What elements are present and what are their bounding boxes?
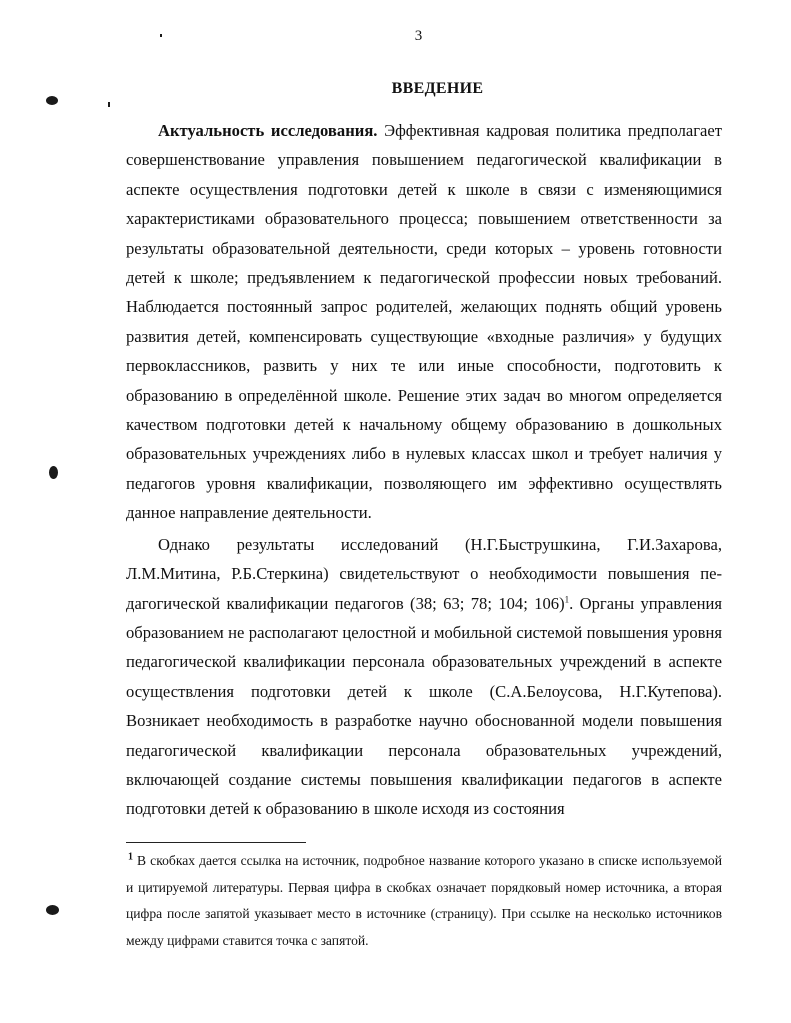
section-heading: ВВЕДЕНИЕ: [391, 80, 484, 97]
scan-speck: [108, 102, 110, 107]
body-text: [126, 116, 722, 824]
footnote-ref: 1: [564, 593, 570, 604]
footnote-text: В скобках дается ссылка на источник, подробное название которого указано в списке используемой и цитируемой литературы. Первая цифра в скобках означает порядковый номер источника, а вторая цифра после запятой указывает место в источнике (страницу). При ссылке на несколько источников между цифрами ставится точка с запятой.: [126, 853, 722, 948]
page-number: 3: [414, 28, 423, 44]
scan-speck: [46, 905, 59, 915]
footnote: [126, 848, 722, 954]
paragraph-text: Эффективная кадровая политика предполагает совершенствование управления повышением педагогической квалификации в аспекте осуществления подготовки детей к школе в связи с изменяющимися характеристиками образовательного процесса; повышением ответственности за результаты образовательной деятельности, среди которых – уровень готовности детей к школе; предъявлением к педагогической профессии новых требований. Наблюдается постоянный запрос родителей, желающих поднять общий уровень развития детей, компенсировать существующие «входные различия» у будущих первоклассников, развить у них те или иные способности, подготовить к образованию в определённой школе. Решение этих задач во многом определяется качеством подготовки детей к начальному общему образованию в дошкольных образовательных учреждениях либо в нулевых классах школ и требует наличия у педагогов уровня квалификации, позволяющего им эффективно осуществлять данное направление деятельности.: [126, 121, 722, 523]
footnote-divider: [126, 842, 306, 843]
paragraph-text: Однако результаты исследований (Н.Г.Быструшкина, Г.И.Захарова, Л.М.Митина, Р.Б.Стеркина) свидетельствуют о необходимости повышения педагогической квалификации педагогов (38; 63; 78; 104; 106): [126, 534, 722, 613]
paragraph: [126, 530, 722, 824]
paragraph: [126, 116, 722, 528]
paragraph-text: . Органы управления образованием не располагают целостной и мобильной системой повышения уровня педагогической квалификации персонала образовательных учреждений в аспекте осуществления подготовки детей к школе (С.А.Белоусова, Н.Г.Кутепова). Возникает необходимость в разработке научно обоснованной модели повышения педагогической квалификации персонала образовательных учреждений, включающей создание системы повышения квалификации педагогов в аспекте подготовки детей к образованию в школе исходя из состояния: [126, 593, 723, 819]
scan-speck: [49, 466, 58, 479]
paragraph-lead: Актуальность исследования.: [158, 121, 378, 140]
footnote-marker: 1: [128, 851, 133, 863]
